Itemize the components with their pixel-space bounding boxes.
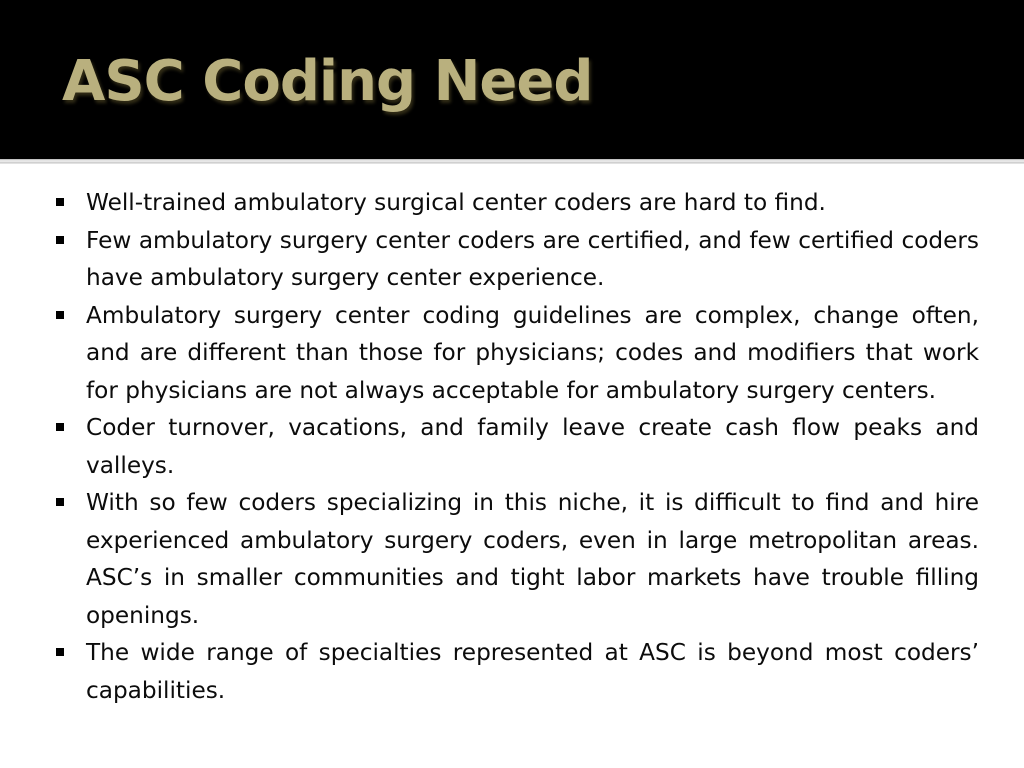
title-band bbox=[0, 0, 1024, 159]
bullet-text: Few ambulatory surgery center coders are certified, and few certified coders have ambulatory surgery center experience. bbox=[86, 226, 979, 291]
square-bullet-icon bbox=[56, 236, 64, 244]
bullet-item bbox=[86, 297, 979, 410]
slide-body bbox=[0, 168, 1024, 768]
bullet-item bbox=[86, 222, 979, 297]
title-divider bbox=[0, 159, 1024, 168]
square-bullet-icon bbox=[56, 498, 64, 506]
square-bullet-icon bbox=[56, 198, 64, 206]
square-bullet-icon bbox=[56, 311, 64, 319]
bullet-text: Ambulatory surgery center coding guidelines are complex, change often, and are different than those for physicians; codes and modifiers that work for physicians are not always acceptable for ambulatory surgery centers. bbox=[86, 301, 979, 404]
bullet-text: Well-trained ambulatory surgical center coders are hard to find. bbox=[86, 189, 826, 216]
bullet-item bbox=[86, 634, 979, 709]
slide-title: ASC Coding Need bbox=[62, 49, 593, 114]
bullet-list bbox=[86, 184, 979, 709]
bullet-text: Coder turnover, vacations, and family leave create cash flow peaks and valleys. bbox=[86, 414, 979, 479]
bullet-item bbox=[86, 409, 979, 484]
bullet-item bbox=[86, 484, 979, 634]
square-bullet-icon bbox=[56, 648, 64, 656]
square-bullet-icon bbox=[56, 423, 64, 431]
bullet-text: With so few coders specializing in this niche, it is difficult to find and hire experienced ambulatory surgery coders, even in large metropolitan areas. ASC’s in smaller communities and tight labor markets have trouble filling openings. bbox=[86, 489, 979, 629]
bullet-item bbox=[86, 184, 979, 222]
bullet-text: The wide range of specialties represented at ASC is beyond most coders’ capabilities. bbox=[86, 639, 979, 704]
